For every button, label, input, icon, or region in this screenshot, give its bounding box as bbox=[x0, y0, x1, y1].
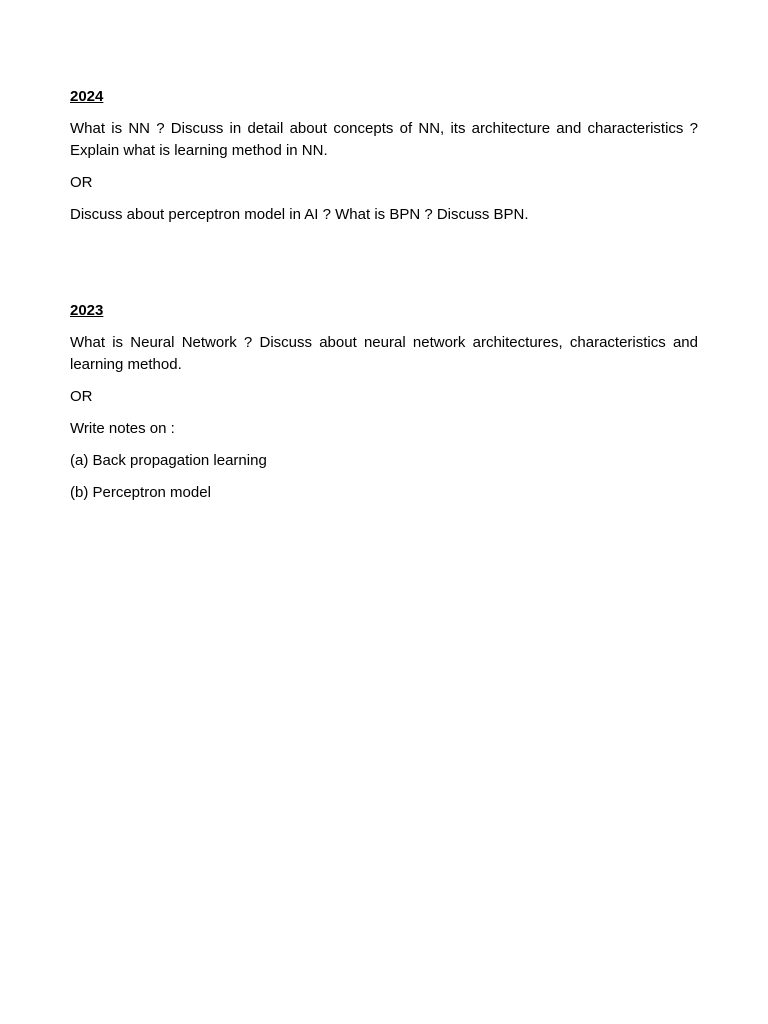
section-spacer bbox=[70, 236, 698, 300]
section-2024 bbox=[70, 86, 698, 226]
question-text: What is Neural Network ? Discuss about neural network architectures, characteristics and learning method. bbox=[70, 334, 698, 373]
question-text: What is NN ? Discuss in detail about concepts of NN, its architecture and characteristics ? Explain what is learning method in NN. bbox=[70, 120, 698, 159]
or-separator: OR bbox=[70, 388, 93, 405]
section-year-heading: 2024 bbox=[70, 88, 104, 105]
section-2023 bbox=[70, 300, 698, 504]
question-text: Write notes on : bbox=[70, 420, 175, 437]
note-item: (a) Back propagation learning bbox=[70, 452, 267, 469]
question-text: Discuss about perceptron model in AI ? What is BPN ? Discuss BPN. bbox=[70, 206, 529, 223]
or-separator: OR bbox=[70, 174, 93, 191]
document-page bbox=[70, 86, 698, 514]
note-item: (b) Perceptron model bbox=[70, 484, 211, 501]
section-year-heading: 2023 bbox=[70, 302, 104, 319]
